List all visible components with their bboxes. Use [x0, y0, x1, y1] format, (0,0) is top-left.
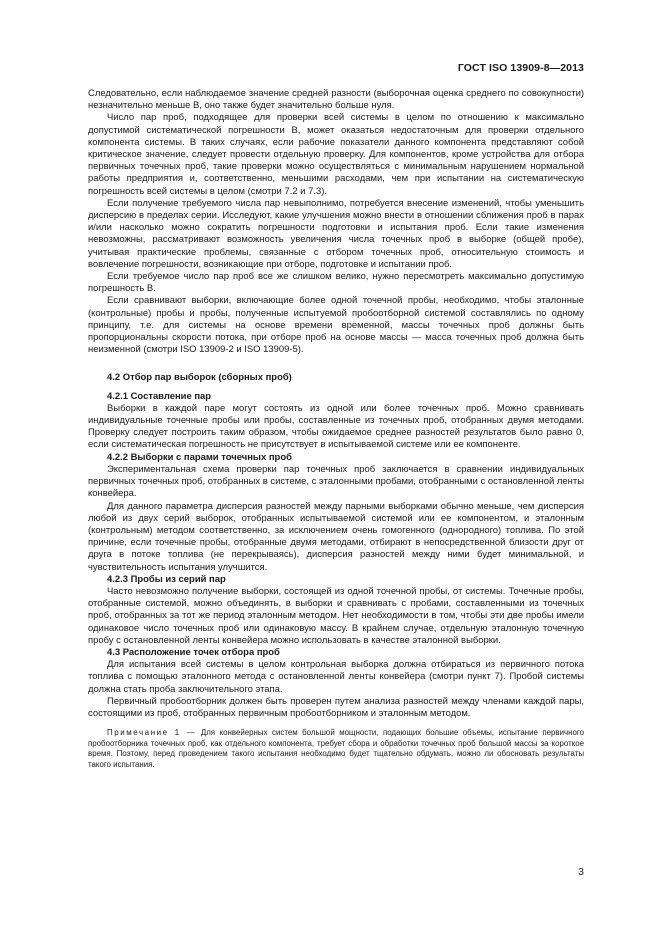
note-paragraph — [88, 728, 584, 770]
section-heading-4-2: 4.2 Отбор пар выборок (сборных проб) — [107, 372, 292, 384]
section-heading-4-3: 4.3 Расположение точек отбора проб — [107, 646, 280, 658]
paragraph: Выборки в каждой паре могут состоять из одной или более точечных проб. Можно сравнивать индивидуальные точечные пробы или пробы, составленные из точечных проб, отобранных двумя методами. Проверку следует построить таким образом, чтобы ожидаемое среднее разностей результатов было равно 0, если систематическая погрешность не присутствует в испытываемой системе или ее компоненте. — [88, 402, 584, 451]
paragraph: Следовательно, если наблюдаемое значение средней разности (выборочная оценка среднего по совокупности) незначительно меньше B, оно также будет значительно больше нуля. — [88, 88, 584, 112]
document-body — [88, 88, 584, 771]
standard-header: ГОСТ ISO 13909-8—2013 — [457, 62, 584, 74]
paragraph: Если получение требуемого числа пар невыполнимо, потребуется внесение изменений, чтобы уменьшить дисперсию в пределах серии. Исследуют, какие улучшения можно внести в отношении сближения проб в парах и/или насколько можно сократить погрешности подготовки и испытания проб. Если такие изменения невозможны, рассматривают возможность увеличения числа точечных проб в выборке (общей пробе), учитывая практические проблемы, связанные с отбором точечных проб, относительную стоимость и вовлечение погрешности, возникающие при отборе, подготовке и испытании проб. — [88, 197, 584, 270]
paragraph: Первичный пробоотборник должен быть проверен путем анализа разностей между членами каждой пары, состоящими из проб, отобранных первичным пробоотборником и эталонным методом. — [88, 695, 584, 719]
paragraph: Если сравнивают выборки, включающие более одной точечной пробы, необходимо, чтобы эталонные (контрольные) пробы и пробы, полученные испытуемой пробоотборной системой составлялись по одному принципу, т.е. для системы на основе времени временной, массы точечных проб должны быть пропорциональны скорости потока, при отборе проб на основе массы — масса точечных проб должна быть неизменной (смотри ISO 13909-2 и ISO 13909-5). — [88, 295, 584, 356]
paragraph: Экспериментальная схема проверки пар точечных проб заключается в сравнении индивидуальных первичных точечных проб, отобранных в системе, с эталонными пробами, отобранными с остановленной ленты конвейера. — [88, 463, 584, 500]
paragraph: Для испытания всей системы в целом контрольная выборка должна отбираться из первичного потока топлива с помощью эталонного метода с остановленной ленты конвейера (смотри пункт 7). Пробой системы должна стать проба заключительного этапа. — [88, 659, 584, 695]
subsection-heading-4-2-3: 4.2.3 Пробы из серий пар — [107, 573, 226, 585]
subsection-heading-4-2-1: 4.2.1 Составление пар — [107, 390, 212, 402]
note-text: Для конвейерных систем большой мощности, подающих большие объемы, испытание первичного пробоотборника точечных проб, как отдельного компонента, требует сбора и обработки точечных проб большой массы за короткое время. Поэтому, перед проведением такого испытания необходимо будет тщательно обдумать, можно ли обосновать результаты такого испытания. — [88, 728, 584, 769]
page-number: 3 — [578, 866, 584, 878]
note-lead: Примечание 1 — — [107, 728, 197, 738]
subsection-heading-4-2-2: 4.2.2 Выборки с парами точечных проб — [107, 451, 292, 463]
paragraph: Часто невозможно получение выборки, состоящей из одной точечной пробы, от системы. Точечные пробы, отобранные системой, можно объединять, в выборки и сравнивать с пробами, составленными из точечных проб, отобранных за тот же период эталонным методом. Нет необходимости в том, чтобы эти две пробы имели одинаковое число точечных проб или одинаковую массу. В крайнем случае, отдельную эталонную точечную пробу с остановленной ленты конвейера можно использовать в качестве эталонной выборки. — [88, 585, 584, 646]
paragraph: Для данного параметра дисперсия разностей между парными выборками обычно меньше, чем дисперсия любой из двух серий выборок, отобранных испытываемой системой или ее компонентом, и эталонным (контрольным) методом соответственно, за исключением очень гомогенного (однородного) топлива. По этой причине, если точечные пробы, отобранные двумя методами, отбирают в непосредственной близости друг от друга в потоке топлива (не перекрываясь), дисперсия разностей между ними будет минимальной, и чувствительность испытания улучшится. — [88, 500, 584, 573]
paragraph: Число пар проб, подходящее для проверки всей системы в целом по отношению к максимально допустимой систематической погрешности B, может оказаться недостаточным для проверки отдельного компонента системы. В таких случаях, если рабочие показатели данного компонента представляют собой критическое значение, следует провести отдельную проверку. Для компонентов, кроме устройства для отбора первичных точечных проб, такие проверки можно осуществляться с минимальным нарушением нормальной работы предприятия и, соответственно, меньшими расходами, чем при испытании на систематическую погрешность всей системы в целом (смотри 7.2 и 7.3). — [88, 112, 584, 197]
paragraph: Если требуемое число пар проб все же слишком велико, нужно пересмотреть максимально допустимую погрешность B. — [88, 271, 584, 295]
